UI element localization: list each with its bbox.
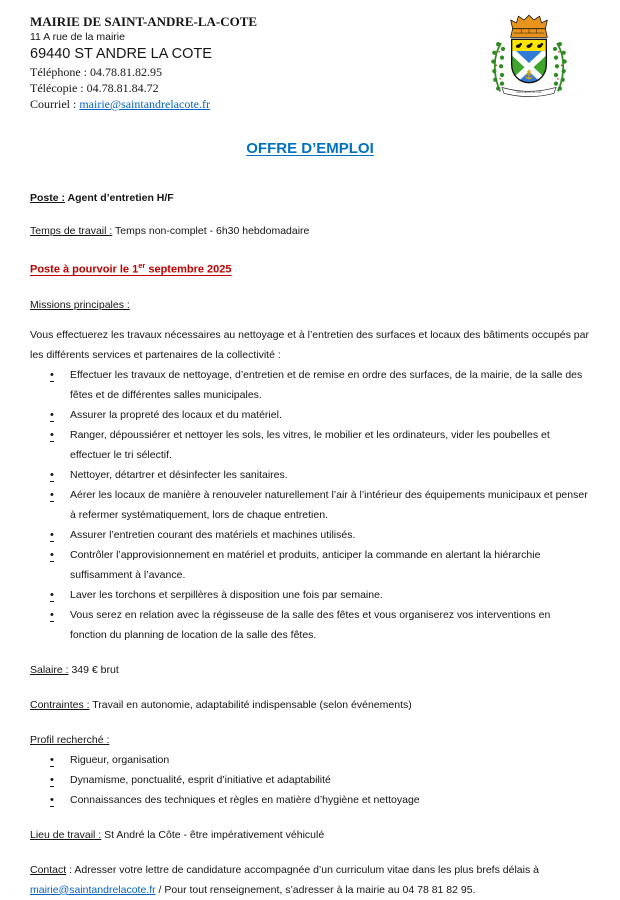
missions-heading: Missions principales : bbox=[30, 298, 130, 311]
profil-heading: Profil recherché : bbox=[30, 733, 110, 746]
coat-of-arms-graphic bbox=[476, 14, 582, 107]
start-date-suffix: septembre 2025 bbox=[145, 263, 232, 276]
salaire-line bbox=[30, 660, 590, 680]
phone-line: Téléphone : 04.78.81.82.95 bbox=[30, 65, 162, 79]
email-line bbox=[30, 96, 257, 112]
temps-travail-line bbox=[30, 221, 590, 241]
list-item bbox=[50, 425, 590, 465]
list-item-text: • Ranger, dépoussiérer et nettoyer les sols, les vitres, le mobilier et les ordinateurs, vider les poubelles et effectuer le tri sélectif. bbox=[70, 428, 550, 461]
motto-ribbon bbox=[502, 87, 556, 96]
contraintes-line bbox=[30, 695, 590, 715]
list-item-text: • Laver les torchons et serpillères à disposition une fois par semaine. bbox=[70, 588, 383, 601]
list-item bbox=[50, 545, 590, 585]
laurel-branch-right bbox=[553, 42, 567, 91]
list-item-text: • Rigueur, organisation bbox=[70, 753, 170, 766]
list-item-text: • Nettoyer, détartrer et désinfecter les sanitaires. bbox=[70, 468, 288, 481]
list-item-text: • Contrôler l’approvisionnement en matériel et produits, anticiper la commande en alertant la hiérarchie suffisamment à l’avance. bbox=[70, 548, 541, 581]
list-item-text: • Dynamisme, ponctualité, esprit d’initiative et adaptabilité bbox=[70, 773, 331, 786]
start-date-ordinal: er bbox=[138, 261, 146, 270]
missions-intro: Vous effectuerez les travaux nécessaires au nettoyage et à l’entretien des surfaces et locaux des bâtiments occupés par les différents services et partenaires de la collectivité : bbox=[30, 328, 589, 361]
address-line-1: 11 A rue de la mairie bbox=[30, 31, 125, 43]
list-item bbox=[50, 365, 590, 405]
list-item bbox=[50, 485, 590, 525]
fax-line: Télécopie : 04.78.81.84.72 bbox=[30, 81, 159, 95]
list-item bbox=[50, 790, 590, 810]
lieu-travail-line bbox=[30, 825, 590, 845]
contact-line bbox=[30, 860, 590, 900]
temps-travail-value: Temps non-complet - 6h30 hebdomadaire bbox=[112, 225, 310, 237]
list-item bbox=[50, 770, 590, 790]
contraintes-value: Travail en autonomie, adaptabilité indispensable (selon événements) bbox=[89, 698, 412, 711]
list-item-text: • Assurer l’entretien courant des matériels et machines utilisés. bbox=[70, 528, 356, 541]
letterhead-text bbox=[30, 14, 257, 112]
list-item bbox=[50, 605, 590, 645]
coat-of-arms bbox=[476, 14, 582, 114]
salaire-label: Salaire : bbox=[30, 663, 69, 676]
profil-list bbox=[30, 750, 590, 810]
profil-heading-line bbox=[30, 730, 590, 750]
motto-text: Saint André la Côte bbox=[516, 89, 542, 94]
mural-crown-icon bbox=[511, 15, 548, 37]
poste-line bbox=[30, 188, 590, 208]
start-date-line bbox=[30, 256, 590, 280]
contact-text-after: / Pour tout renseignement, s’adresser à la mairie au 04 78 81 82 95. bbox=[155, 883, 476, 896]
shield-field bbox=[509, 39, 550, 86]
address-line-2: 69440 ST ANDRE LA COTE bbox=[30, 46, 212, 62]
poste-value: Agent d’entretien H/F bbox=[65, 192, 174, 204]
list-item-text: • Assurer la propreté des locaux et du matériel. bbox=[70, 408, 282, 421]
poste-label: Poste : bbox=[30, 192, 66, 204]
laurel-branch-left bbox=[491, 42, 505, 91]
lieu-travail-value: St André la Côte - être impérativement véhiculé bbox=[101, 828, 325, 841]
document-title: OFFRE D’EMPLOI bbox=[246, 140, 374, 157]
list-item-text: • Effectuer les travaux de nettoyage, d’entretien et de remise en ordre des surfaces, de la mairie, de la salle des fêtes et de différentes salles municipales. bbox=[70, 368, 583, 401]
contact-text-before: Adresser votre lettre de candidature accompagnée d’un curriculum vitae dans les plus brefs délais à bbox=[74, 863, 539, 876]
start-date-prefix: Poste à pourvoir le 1 bbox=[30, 263, 139, 276]
temps-travail-label: Temps de travail : bbox=[30, 225, 113, 237]
contact-email-link[interactable]: mairie@saintandrelacote.fr bbox=[30, 883, 156, 896]
contact-label: Contact bbox=[30, 863, 67, 876]
contraintes-label: Contraintes : bbox=[30, 698, 90, 711]
missions-list bbox=[30, 365, 590, 645]
list-item-text: • Aérer les locaux de manière à renouveler naturellement l’air à l’intérieur des équipements municipaux et penser à refermer systématiquement, lors de chaque entretien. bbox=[70, 488, 588, 521]
salaire-value: 349 € brut bbox=[68, 663, 119, 676]
list-item bbox=[50, 585, 590, 605]
header-email-link[interactable]: mairie@saintandrelacote.fr bbox=[79, 97, 210, 111]
list-item bbox=[50, 750, 590, 770]
list-item bbox=[50, 525, 590, 545]
missions-heading-line bbox=[30, 295, 590, 315]
list-item bbox=[50, 465, 590, 485]
email-label: Courriel : bbox=[30, 97, 80, 111]
letterhead bbox=[30, 14, 590, 114]
list-item-text: • Connaissances des techniques et règles en matière d’hygiène et nettoyage bbox=[70, 793, 420, 806]
list-item bbox=[50, 405, 590, 425]
list-item-text: • Vous serez en relation avec la régisseuse de la salle des fêtes et vous organiserez vos interventions en fonction du planning de location de la salle des fêtes. bbox=[70, 608, 551, 641]
contact-colon: : bbox=[66, 863, 75, 876]
lieu-travail-label: Lieu de travail : bbox=[30, 828, 102, 841]
org-name: MAIRIE DE SAINT-ANDRE-LA-COTE bbox=[30, 14, 258, 29]
